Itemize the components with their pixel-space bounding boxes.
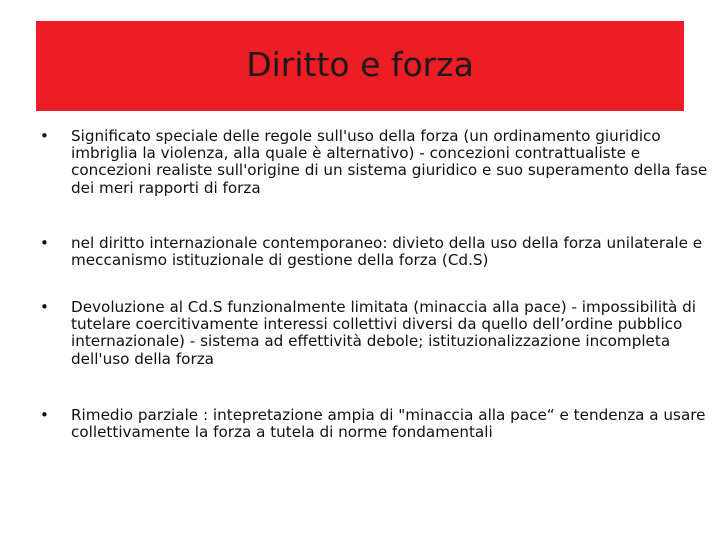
bullet-text-3: Devoluzione al Cd.S funzionalmente limitata (minaccia alla pace) - impossibilità di tutelare coercitivamente interessi collettivi diversi da quello dell’ordine pubblico internazionale) - sistema ad effettività debole; istituzionalizzazione incompleta dell'uso della forza	[71, 298, 697, 368]
bullet-text-4: Rimedio parziale : intepretazione ampia di "minaccia alla pace“ e tendenza a usare collettivamente la forza a tutela di norme fondamentali	[71, 406, 706, 442]
bullet-marker: •	[40, 234, 49, 252]
bullet-item-3	[36, 299, 719, 368]
bullet-marker: •	[40, 406, 49, 424]
bullet-text-2: nel diritto internazionale contemporaneo: divieto della uso della forza unilaterale e meccanismo istituzionale di gestione della forza (Cd.S)	[71, 234, 703, 270]
bullet-item-1	[36, 128, 719, 197]
bullet-item-4	[36, 407, 719, 441]
bullet-marker: •	[40, 298, 49, 316]
bullet-item-2	[36, 235, 719, 269]
title-banner	[36, 21, 684, 111]
bullet-text-1: Significato speciale delle regole sull'uso della forza (un ordinamento giuridico imbriglia la violenza, alla quale è alternativo) - concezioni contrattualiste e concezioni realiste sull'origine di un sistema giuridico e suo superamento della fase dei meri rapporti di forza	[71, 127, 708, 197]
bullet-marker: •	[40, 127, 49, 145]
slide-title: Diritto e forza	[246, 44, 474, 84]
